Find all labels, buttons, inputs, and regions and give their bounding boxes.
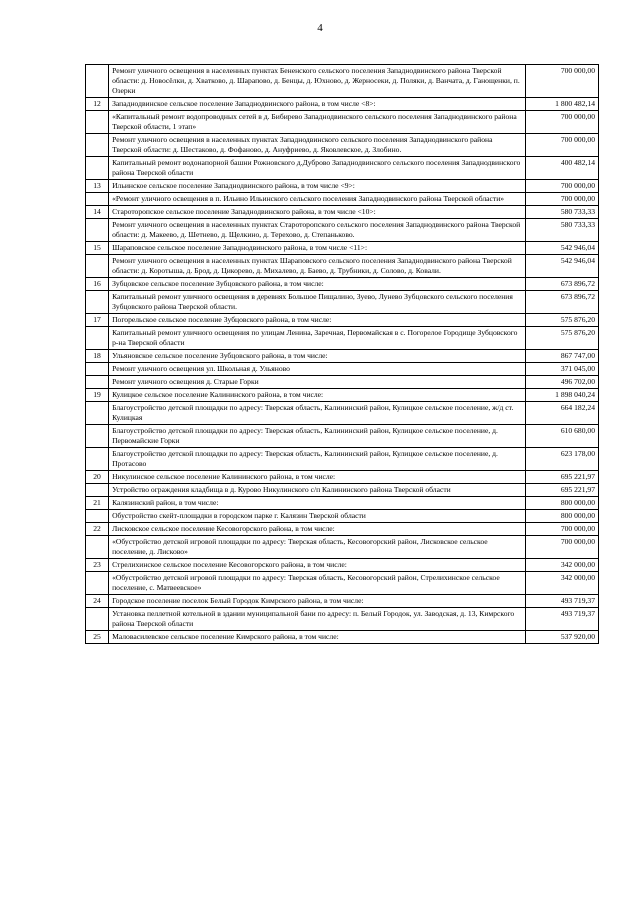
row-description: «Обустройство детской игровой площадки по адресу: Тверская область, Кесовогорский район, Лисковское сельское поселение, д. Лисково»: [109, 536, 526, 559]
item-row: [86, 376, 599, 389]
section-row: [86, 631, 599, 644]
item-row: [86, 193, 599, 206]
row-description: Благоустройство детской площадки по адресу: Тверская область, Калининский район, Кулицкое сельское поселение, д. Первомайские Горки: [109, 425, 526, 448]
row-description: Никулинское сельское поселение Калининского района, в том числе:: [109, 471, 526, 484]
row-amount: 610 680,00: [525, 425, 598, 448]
item-row: [86, 572, 599, 595]
row-description: Западнодвинское сельское поселение Западнодвинского района, в том числе <8>:: [109, 98, 526, 111]
row-description: Маловасилевское сельское поселение Кимрского района, в том числе:: [109, 631, 526, 644]
item-row: [86, 255, 599, 278]
row-number: 22: [86, 523, 109, 536]
row-amount: 1 800 482,14: [525, 98, 598, 111]
section-row: [86, 180, 599, 193]
row-description: Благоустройство детской площадки по адресу: Тверская область, Калининский район, Кулицкое сельское поселение, ж/д ст. Кулицкая: [109, 402, 526, 425]
row-number: 18: [86, 350, 109, 363]
item-row: [86, 363, 599, 376]
row-amount: 580 733,33: [525, 219, 598, 242]
item-row: [86, 111, 599, 134]
row-number: [86, 157, 109, 180]
row-number: [86, 536, 109, 559]
row-amount: 493 719,37: [525, 608, 598, 631]
row-amount: 1 898 040,24: [525, 389, 598, 402]
row-amount: 623 178,00: [525, 448, 598, 471]
row-description: Городское поселение поселок Белый Городок Кимрского района, в том числе:: [109, 595, 526, 608]
row-amount: 496 702,00: [525, 376, 598, 389]
section-row: [86, 314, 599, 327]
row-amount: 700 000,00: [525, 65, 598, 98]
section-row: [86, 595, 599, 608]
row-description: Ульяновское сельское поселение Зубцовского района, в том числе:: [109, 350, 526, 363]
row-number: [86, 291, 109, 314]
item-row: [86, 327, 599, 350]
row-amount: 695 221,97: [525, 484, 598, 497]
page-number: 4: [317, 22, 323, 34]
row-number: [86, 134, 109, 157]
item-row: [86, 157, 599, 180]
item-row: [86, 536, 599, 559]
row-number: 15: [86, 242, 109, 255]
section-row: [86, 350, 599, 363]
row-description: Погорельское сельское поселение Зубцовского района, в том числе:: [109, 314, 526, 327]
row-amount: 700 000,00: [525, 193, 598, 206]
row-number: [86, 193, 109, 206]
row-amount: 800 000,00: [525, 510, 598, 523]
row-amount: 542 946,04: [525, 242, 598, 255]
row-description: Ремонт уличного освещения в населенных пунктах Староторопского сельского поселения Западнодвинского района Тверской области: д. Макеево, д. Шетнево, д. Щелкино, д. Терехово, д. Степаньково.: [109, 219, 526, 242]
item-row: [86, 134, 599, 157]
row-number: [86, 572, 109, 595]
row-number: 12: [86, 98, 109, 111]
row-description: Кулицкое сельское поселение Калининского района, в том числе:: [109, 389, 526, 402]
row-description: Стрелихинское сельское поселение Кесовогорского района, в том числе:: [109, 559, 526, 572]
row-description: Староторопское сельское поселение Западнодвинского района, в том числе <10>:: [109, 206, 526, 219]
row-amount: 700 000,00: [525, 536, 598, 559]
row-amount: 700 000,00: [525, 523, 598, 536]
row-description: Ремонт уличного освещения д. Старые Горки: [109, 376, 526, 389]
row-number: 23: [86, 559, 109, 572]
row-description: Шараповское сельское поселение Западнодвинского района, в том числе <11>:: [109, 242, 526, 255]
item-row: [86, 510, 599, 523]
row-description: Устройство ограждения кладбища в д. Курово Никулинского с/п Калининского района Тверской области: [109, 484, 526, 497]
row-number: [86, 448, 109, 471]
section-row: [86, 389, 599, 402]
row-number: 17: [86, 314, 109, 327]
item-row: [86, 448, 599, 471]
row-amount: 673 896,72: [525, 278, 598, 291]
row-description: Благоустройство детской площадки по адресу: Тверская область, Калининский район, Кулицкое сельское поселение, д. Протасово: [109, 448, 526, 471]
row-number: [86, 376, 109, 389]
row-amount: 371 045,00: [525, 363, 598, 376]
row-description: Ремонт уличного освещения в населенных пунктах Бененского сельского поселения Западнодвинского района Тверской области: д. Новосёлки, д. Хватково, д. Шарапово, д. Бенцы, д. Юхново, д. Жерносеки, д. Поляки, д. Ванчата, д. Ганощенки, п. Озерки: [109, 65, 526, 98]
row-number: 13: [86, 180, 109, 193]
row-amount: 580 733,33: [525, 206, 598, 219]
row-number: 24: [86, 595, 109, 608]
row-amount: 695 221,97: [525, 471, 598, 484]
row-amount: 673 896,72: [525, 291, 598, 314]
item-row: [86, 484, 599, 497]
row-amount: 575 876,20: [525, 314, 598, 327]
section-row: [86, 497, 599, 510]
row-amount: 542 946,04: [525, 255, 598, 278]
item-row: [86, 65, 599, 98]
row-amount: 700 000,00: [525, 180, 598, 193]
budget-table-body: [86, 65, 599, 644]
row-number: 19: [86, 389, 109, 402]
row-description: Обустройство скейт-площадки в городском парке г. Калязин Тверской области: [109, 510, 526, 523]
section-row: [86, 523, 599, 536]
row-number: [86, 608, 109, 631]
row-number: [86, 363, 109, 376]
row-description: «Капитальный ремонт водопроводных сетей в д. Бибирево Западнодвинского сельского поселения Западнодвинского района Тверской области, 1 этап»: [109, 111, 526, 134]
budget-table: [85, 64, 599, 644]
row-number: [86, 402, 109, 425]
row-amount: 800 000,00: [525, 497, 598, 510]
row-number: [86, 484, 109, 497]
row-description: Калязинский район, в том числе:: [109, 497, 526, 510]
item-row: [86, 219, 599, 242]
row-amount: 342 000,00: [525, 559, 598, 572]
row-number: 14: [86, 206, 109, 219]
row-description: Капитальный ремонт уличного освещения по улицам Ленина, Заречная, Первомайская в с. Погорелое Городище Зубцовского р-на Тверской области: [109, 327, 526, 350]
item-row: [86, 402, 599, 425]
row-description: Установка пеллетной котельной в здании муниципальной бани по адресу: п. Белый Городок, ул. Заводская, д. 13, Кимрского района Тверской области: [109, 608, 526, 631]
section-row: [86, 471, 599, 484]
row-description: Ильинское сельское поселение Западнодвинского района, в том числе <9>:: [109, 180, 526, 193]
row-amount: 700 000,00: [525, 134, 598, 157]
row-description: Ремонт уличного освещения в населенных пунктах Шараповского сельского поселения Западнодвинского района Тверской области: д. Коротыша, д. Брод, д. Цикорево, д. Михалево, д. Баево, д. Трубники, д. Солово, д. Ковали.: [109, 255, 526, 278]
row-description: «Обустройство детской игровой площадки по адресу: Тверская область, Кесовогорский район, Стрелихинское сельское поселение, с. Матвеевское»: [109, 572, 526, 595]
row-description: Капитальный ремонт уличного освещения в деревнях Большое Пищалино, Зуево, Лунево Зубцовского сельского поселения Зубцовского района Тверской области.: [109, 291, 526, 314]
row-description: Ремонт уличного освещения ул. Школьная д. Ульяново: [109, 363, 526, 376]
section-row: [86, 559, 599, 572]
row-number: 25: [86, 631, 109, 644]
row-number: 20: [86, 471, 109, 484]
row-number: [86, 510, 109, 523]
item-row: [86, 425, 599, 448]
row-number: [86, 425, 109, 448]
row-description: Зубцовское сельское поселение Зубцовского района, в том числе:: [109, 278, 526, 291]
row-number: 16: [86, 278, 109, 291]
item-row: [86, 291, 599, 314]
row-number: [86, 327, 109, 350]
section-row: [86, 98, 599, 111]
item-row: [86, 608, 599, 631]
row-amount: 537 920,00: [525, 631, 598, 644]
section-row: [86, 242, 599, 255]
row-amount: 867 747,00: [525, 350, 598, 363]
section-row: [86, 206, 599, 219]
row-description: «Ремонт уличного освещения в п. Ильино Ильинского сельского поселения Западнодвинского района Тверской области»: [109, 193, 526, 206]
row-number: [86, 219, 109, 242]
row-amount: 400 482,14: [525, 157, 598, 180]
section-row: [86, 278, 599, 291]
row-description: Лисковское сельское поселение Кесовогорского района, в том числе:: [109, 523, 526, 536]
row-number: [86, 65, 109, 98]
row-amount: 342 000,00: [525, 572, 598, 595]
row-number: 21: [86, 497, 109, 510]
row-amount: 493 719,37: [525, 595, 598, 608]
row-description: Капитальный ремонт водонапорной башни Рожновского д.Дуброво Западнодвинского сельского поселения Западнодвинского района Тверской области: [109, 157, 526, 180]
row-description: Ремонт уличного освещения в населенных пунктах Западнодвинского сельского поселения Западнодвинского района Тверской области: д. Шестаково, д. Фофаново, д. Ануфриево, д. Яковлевское, д. Злобино.: [109, 134, 526, 157]
row-number: [86, 255, 109, 278]
row-amount: 575 876,20: [525, 327, 598, 350]
row-amount: 664 182,24: [525, 402, 598, 425]
row-amount: 700 000,00: [525, 111, 598, 134]
row-number: [86, 111, 109, 134]
